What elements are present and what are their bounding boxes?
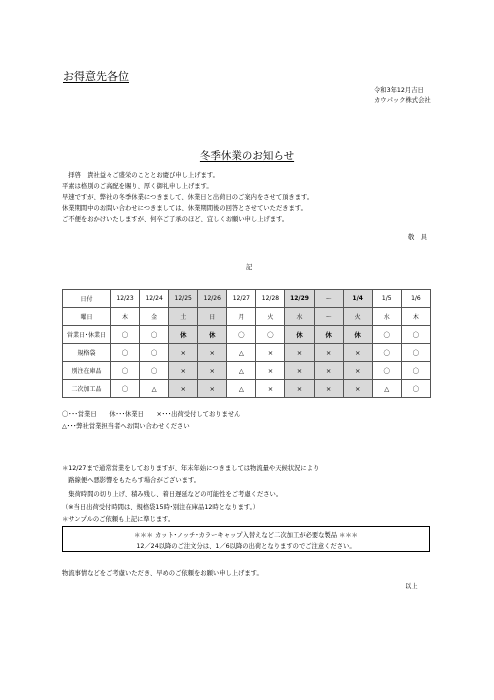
table-cell: 土: [169, 308, 198, 326]
table-cell: 休: [198, 326, 227, 344]
table-cell: ×: [314, 362, 343, 380]
table-cell: 〇: [140, 362, 169, 380]
table-cell: 〇: [227, 326, 256, 344]
table-cell: ×: [343, 380, 372, 398]
note-line: ＊サンプルのご依頼も上記に準じます。: [62, 516, 175, 523]
body-line: 早速ですが、弊社の冬季休業につきまして、休業日と出荷日のご案内をさせて頂きます。: [62, 194, 314, 201]
table-cell: 12/27: [227, 290, 256, 308]
table-cell: 水: [285, 308, 314, 326]
table-cell: 〇: [401, 362, 430, 380]
table-cell: 休: [343, 326, 372, 344]
table-cell: △: [227, 344, 256, 362]
row-label: 日付: [63, 290, 111, 308]
standard-bag-row: [63, 344, 431, 362]
table-cell: 金: [140, 308, 169, 326]
table-cell: 木: [401, 308, 430, 326]
table-cell: 〇: [372, 362, 401, 380]
note-line: 路線便へ悪影響をもたらす場合がございます。: [62, 477, 201, 484]
table-cell: 〇: [372, 326, 401, 344]
table-cell: 〇: [401, 380, 430, 398]
table-cell: △: [227, 380, 256, 398]
table-cell: 12/24: [140, 290, 169, 308]
table-cell: ×: [169, 344, 198, 362]
table-cell: ×: [285, 344, 314, 362]
notice-title-wrapper: [0, 148, 494, 163]
table-cell: ×: [256, 344, 285, 362]
table-cell: 1/6: [401, 290, 430, 308]
table-cell: 12/28: [256, 290, 285, 308]
table-cell: ～: [314, 308, 343, 326]
table-cell: ×: [343, 362, 372, 380]
business-day-row: [63, 326, 431, 344]
table-cell: 〇: [256, 326, 285, 344]
issue-date: 令和3年12月吉日: [374, 87, 424, 94]
table-cell: 12/23: [111, 290, 140, 308]
company-name: カウパック株式会社: [374, 97, 431, 104]
notice-box-line: ＊＊＊ カット･ノッチ･カラーキャップ入替えなど二次加工が必要な製品 ＊＊＊: [134, 532, 358, 539]
table-cell: △: [140, 380, 169, 398]
table-cell: 水: [372, 308, 401, 326]
secondary-processing-notice-box: [62, 526, 430, 552]
table-cell: 12/25: [169, 290, 198, 308]
table-cell: 1/5: [372, 290, 401, 308]
closing-salutation: 敬 具: [408, 234, 427, 241]
table-cell: ×: [198, 344, 227, 362]
table-cell: 〇: [111, 380, 140, 398]
table-cell: 休: [314, 326, 343, 344]
legend-line: △･･･弊社営業担当者へお問い合わせください: [62, 423, 190, 430]
table-cell: 火: [256, 308, 285, 326]
table-cell: ×: [314, 380, 343, 398]
ki-marker: 記: [246, 264, 253, 271]
note-line: 集荷時間の切り上げ、積み残し、着日遅延などの可能性をご考慮ください。: [62, 491, 283, 498]
row-label: 別注在庫品: [63, 362, 111, 380]
end-marker: 以上: [405, 583, 418, 590]
table-cell: ×: [314, 344, 343, 362]
row-label: 二次加工品: [63, 380, 111, 398]
table-cell: ×: [198, 362, 227, 380]
table-cell: 日: [198, 308, 227, 326]
table-cell: 月: [227, 308, 256, 326]
table-cell: 12/29: [285, 290, 314, 308]
note-line: ＊12/27まで通常営業をしておりますが、年末年始につきましては物流量や天候状況により: [62, 465, 320, 472]
table-cell: 休: [169, 326, 198, 344]
table-cell: ×: [343, 344, 372, 362]
table-cell: 1/4: [343, 290, 372, 308]
note-line: （※当日出荷受付時間は、規格袋15時･別注在庫品12時となります。）: [62, 504, 260, 511]
notice-box-line: 12／24以降のご注文分は、1／6以降の出荷となりますのでご注意ください。: [136, 543, 356, 550]
body-line: 休業期間中のお問い合わせにつきましては、休業期間後の回答とさせていただきます。: [62, 205, 307, 212]
row-label: 規格袋: [63, 344, 111, 362]
closing-request: 物流事情などをご考慮いただき、早めのご依頼をお願い申し上げます。: [62, 570, 263, 577]
table-cell: 〇: [111, 344, 140, 362]
table-cell: ×: [256, 380, 285, 398]
table-cell: 〇: [401, 344, 430, 362]
table-cell: ×: [198, 380, 227, 398]
table-cell: 〇: [111, 326, 140, 344]
table-cell: 〇: [140, 344, 169, 362]
special-stock-row: [63, 362, 431, 380]
recipient-heading: お得意先各位: [63, 70, 129, 83]
table-cell: 〇: [401, 326, 430, 344]
row-label: 曜日: [63, 308, 111, 326]
table-cell: ×: [256, 362, 285, 380]
row-label: 営業日･休業日: [63, 326, 111, 344]
body-line: ご不便をおかけいたしますが、何卒ご了承のほど、宜しくお願い申し上げます。: [62, 216, 289, 223]
notice-title: 冬季休業のお知らせ: [199, 150, 295, 162]
table-cell: 〇: [140, 326, 169, 344]
table-cell: 休: [285, 326, 314, 344]
table-cell: 12/26: [198, 290, 227, 308]
table-cell: ×: [169, 362, 198, 380]
table-cell: ×: [169, 380, 198, 398]
table-cell: ～: [314, 290, 343, 308]
table-cell: 〇: [372, 344, 401, 362]
body-line: 平素は格別のご高配を賜り、厚く御礼申し上げます。: [62, 183, 213, 190]
table-cell: △: [227, 362, 256, 380]
date-row: [63, 290, 431, 308]
table-cell: ×: [285, 380, 314, 398]
table-cell: 〇: [111, 362, 140, 380]
table-cell: △: [372, 380, 401, 398]
legend-line: 〇･･･営業日 休･･･休業日 ×･･･出荷受付しておりません: [62, 411, 241, 418]
table-cell: 火: [343, 308, 372, 326]
secondary-processing-row: [63, 380, 431, 398]
body-line: 拝啓 貴社益々ご盛栄のこととお慶び申し上げます。: [62, 172, 219, 179]
holiday-schedule-table: [62, 289, 431, 398]
table-cell: 木: [111, 308, 140, 326]
table-cell: ×: [285, 362, 314, 380]
weekday-row: [63, 308, 431, 326]
